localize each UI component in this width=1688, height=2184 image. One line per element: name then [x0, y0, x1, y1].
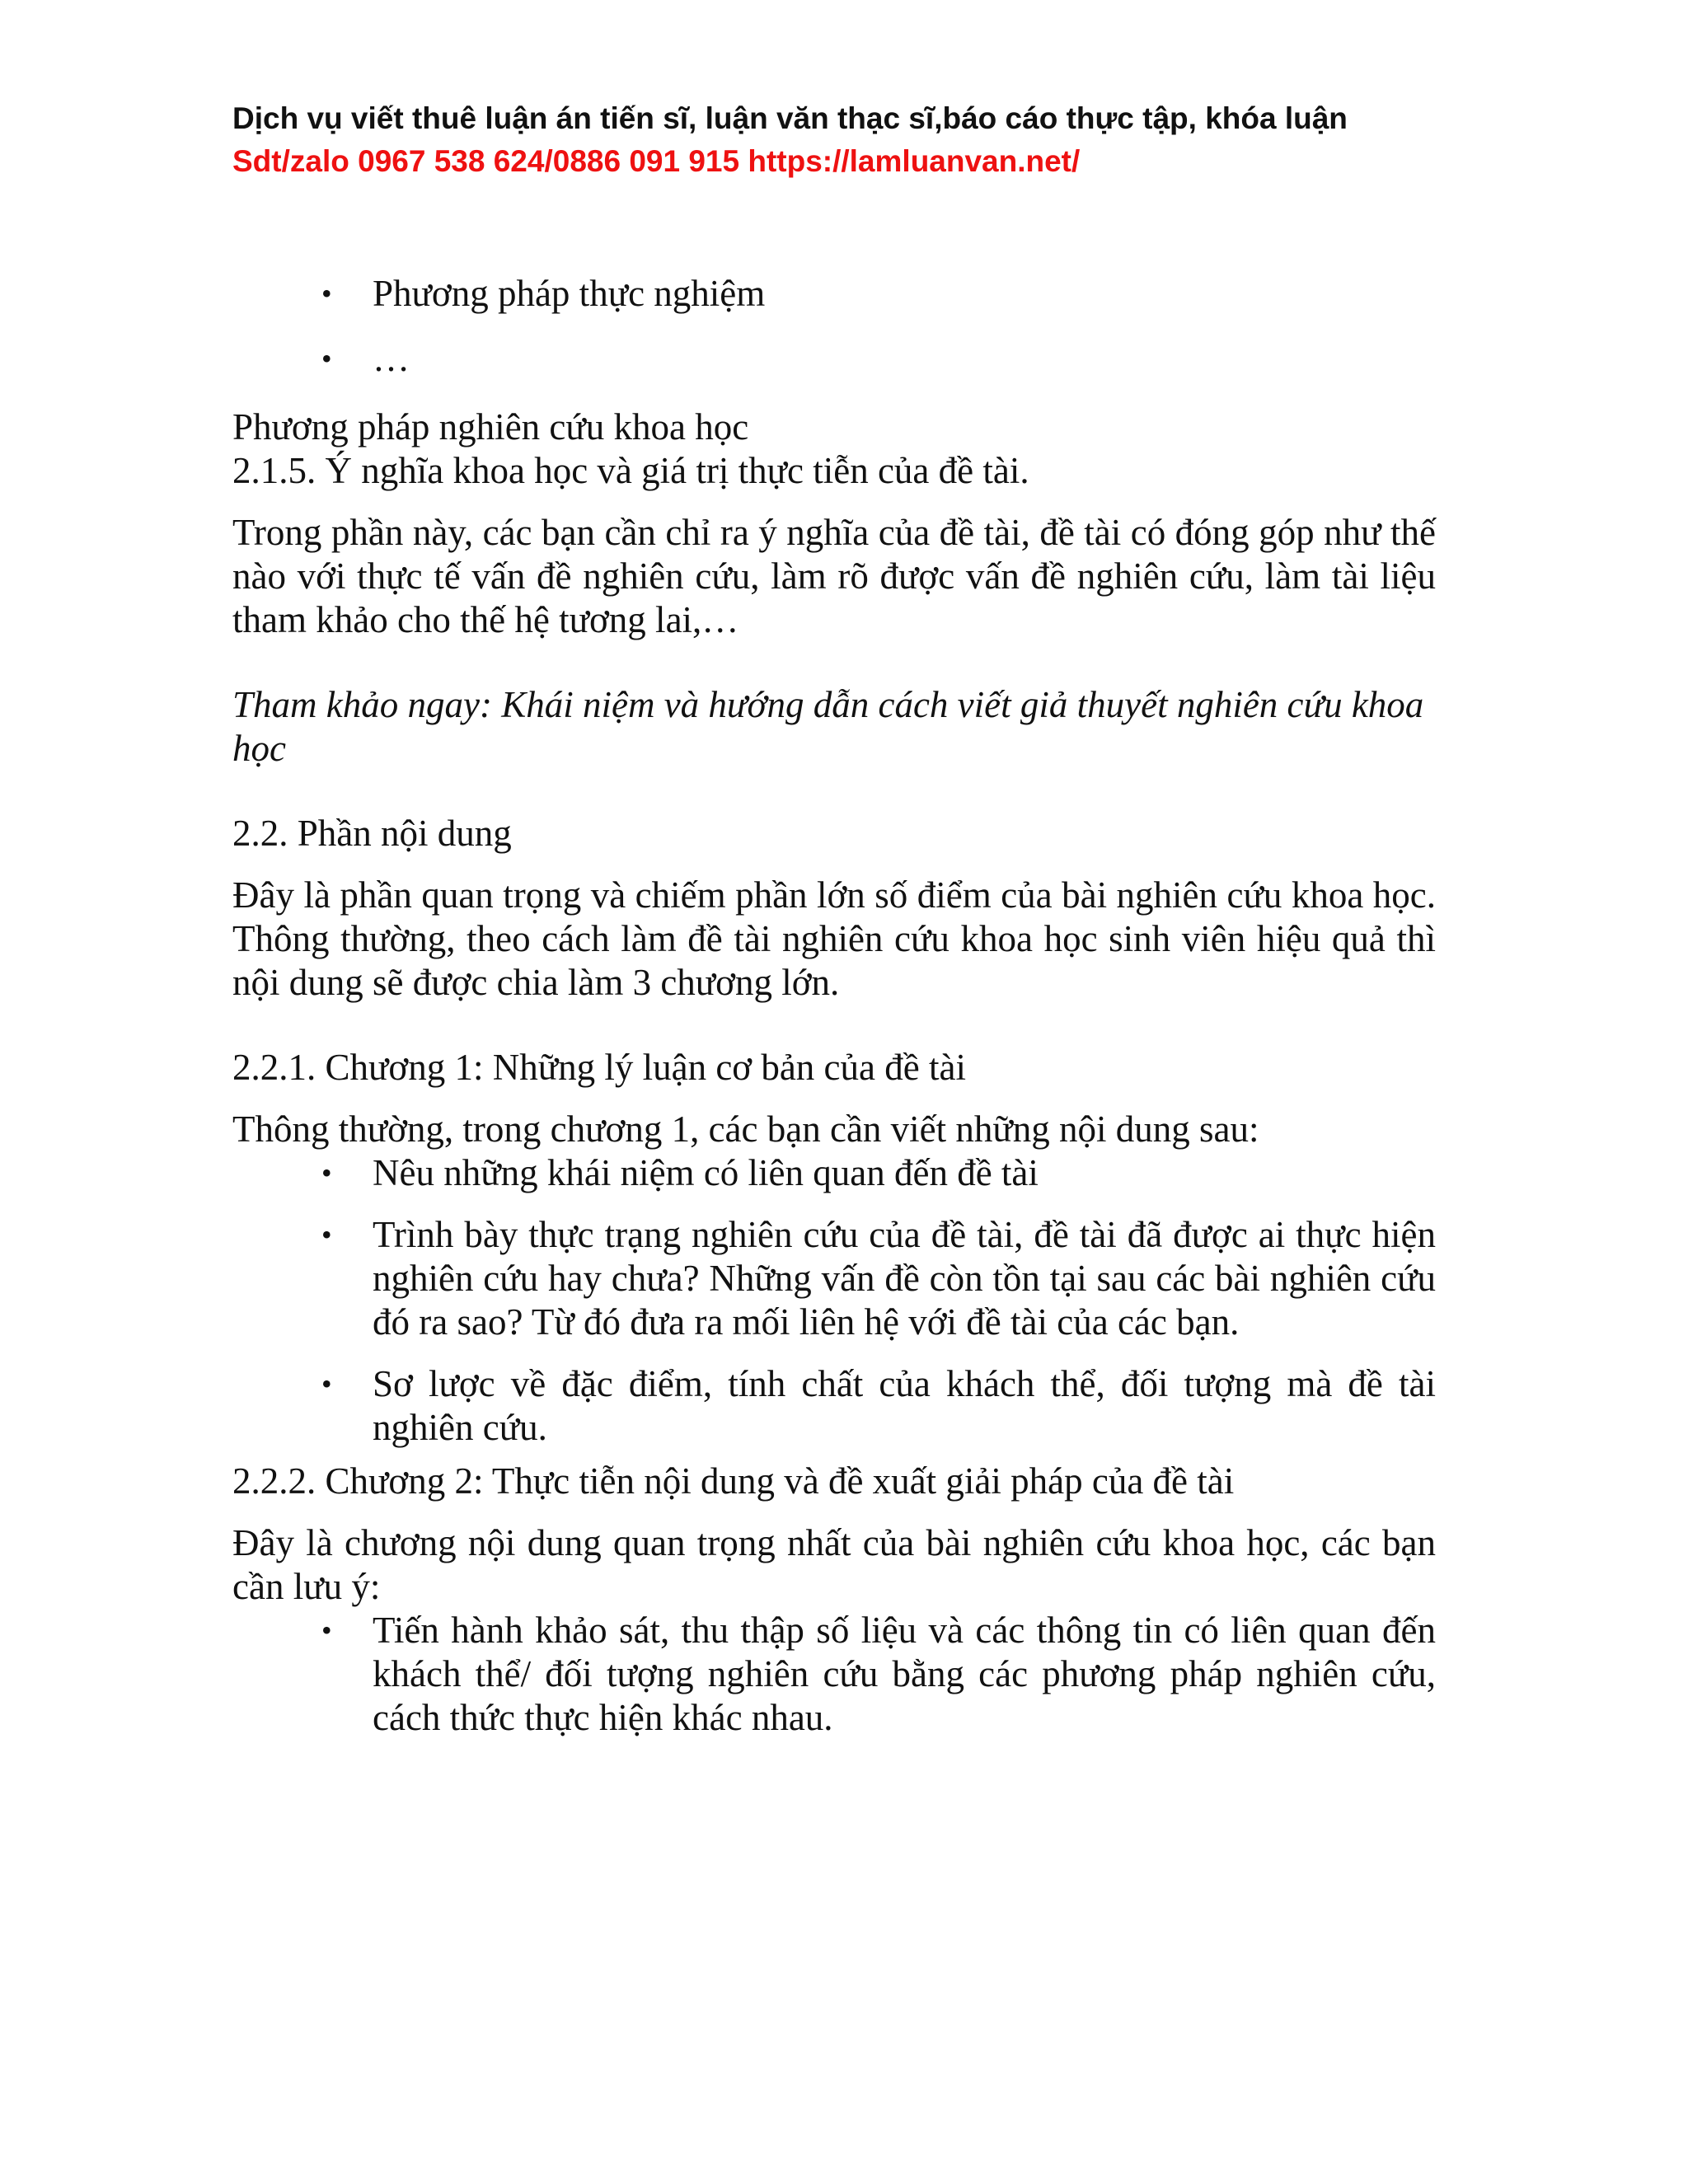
list-item: • Nêu những khái niệm có liên quan đến đề tài [373, 1151, 1436, 1195]
section-label: Phương pháp nghiên cứu khoa học [232, 406, 749, 448]
heading-2-2-2: 2.2.2. Chương 2: Thực tiễn nội dung và đề xuất giải pháp của đề tài [232, 1460, 1235, 1502]
header-service-line: Dịch vụ viết thuê luận án tiến sĩ, luận văn thạc sĩ,báo cáo thực tập, khóa luận [232, 101, 1348, 135]
heading-2-1-5: 2.1.5. Ý nghĩa khoa học và giá trị thực tiễn của đề tài. [232, 450, 1029, 491]
document-body [232, 272, 1436, 1740]
methods-list [232, 272, 1436, 381]
page-header [232, 97, 1469, 183]
list-item: • Sơ lược về đặc điểm, tính chất của khách thể, đối tượng mà đề tài nghiên cứu. [373, 1362, 1436, 1450]
paragraph: Thông thường, trong chương 1, các bạn cần viết những nội dung sau: [232, 1108, 1259, 1150]
paragraph: Đây là chương nội dung quan trọng nhất của bài nghiên cứu khoa học, các bạn cần lưu ý: [232, 1522, 1436, 1607]
chapter1-list [232, 1151, 1436, 1450]
paragraph: Đây là phần quan trọng và chiếm phần lớn số điểm của bài nghiên cứu khoa học. Thông thường, theo cách làm đề tài nghiên cứu khoa học sinh viên hiệu quả thì nội dung sẽ được chia làm 3 chương lớn. [232, 874, 1436, 1003]
heading-2-2-1: 2.2.1. Chương 1: Những lý luận cơ bản của đề tài [232, 1047, 966, 1088]
list-item: • Trình bày thực trạng nghiên cứu của đề tài, đề tài đã được ai thực hiện nghiên cứu hay chưa? Những vấn đề còn tồn tại sau các bài nghiên cứu đó ra sao? Từ đó đưa ra mối liên hệ với đề tài của các bạn. [373, 1213, 1436, 1344]
heading-2-2: 2.2. Phần nội dung [232, 813, 512, 854]
list-item: • Phương pháp thực nghiệm [373, 272, 1436, 316]
list-item: • Tiến hành khảo sát, thu thập số liệu và các thông tin có liên quan đến khách thể/ đối tượng nghiên cứu bằng các phương pháp nghiên cứu, cách thức thực hiện khác nhau. [373, 1609, 1436, 1740]
reference-link-text: Tham khảo ngay: Khái niệm và hướng dẫn cách viết giả thuyết nghiên cứu khoa học [232, 684, 1424, 769]
header-contact-line: Sdt/zalo 0967 538 624/0886 091 915 https://lamluanvan.net/ [232, 144, 1081, 178]
list-item: • … [373, 337, 1436, 381]
chapter2-list [232, 1609, 1436, 1740]
paragraph: Trong phần này, các bạn cần chỉ ra ý nghĩa của đề tài, đề tài có đóng góp như thế nào với thực tế vấn đề nghiên cứu, làm rõ được vấn đề nghiên cứu, làm tài liệu tham khảo cho thế hệ tương lai,… [232, 512, 1436, 640]
